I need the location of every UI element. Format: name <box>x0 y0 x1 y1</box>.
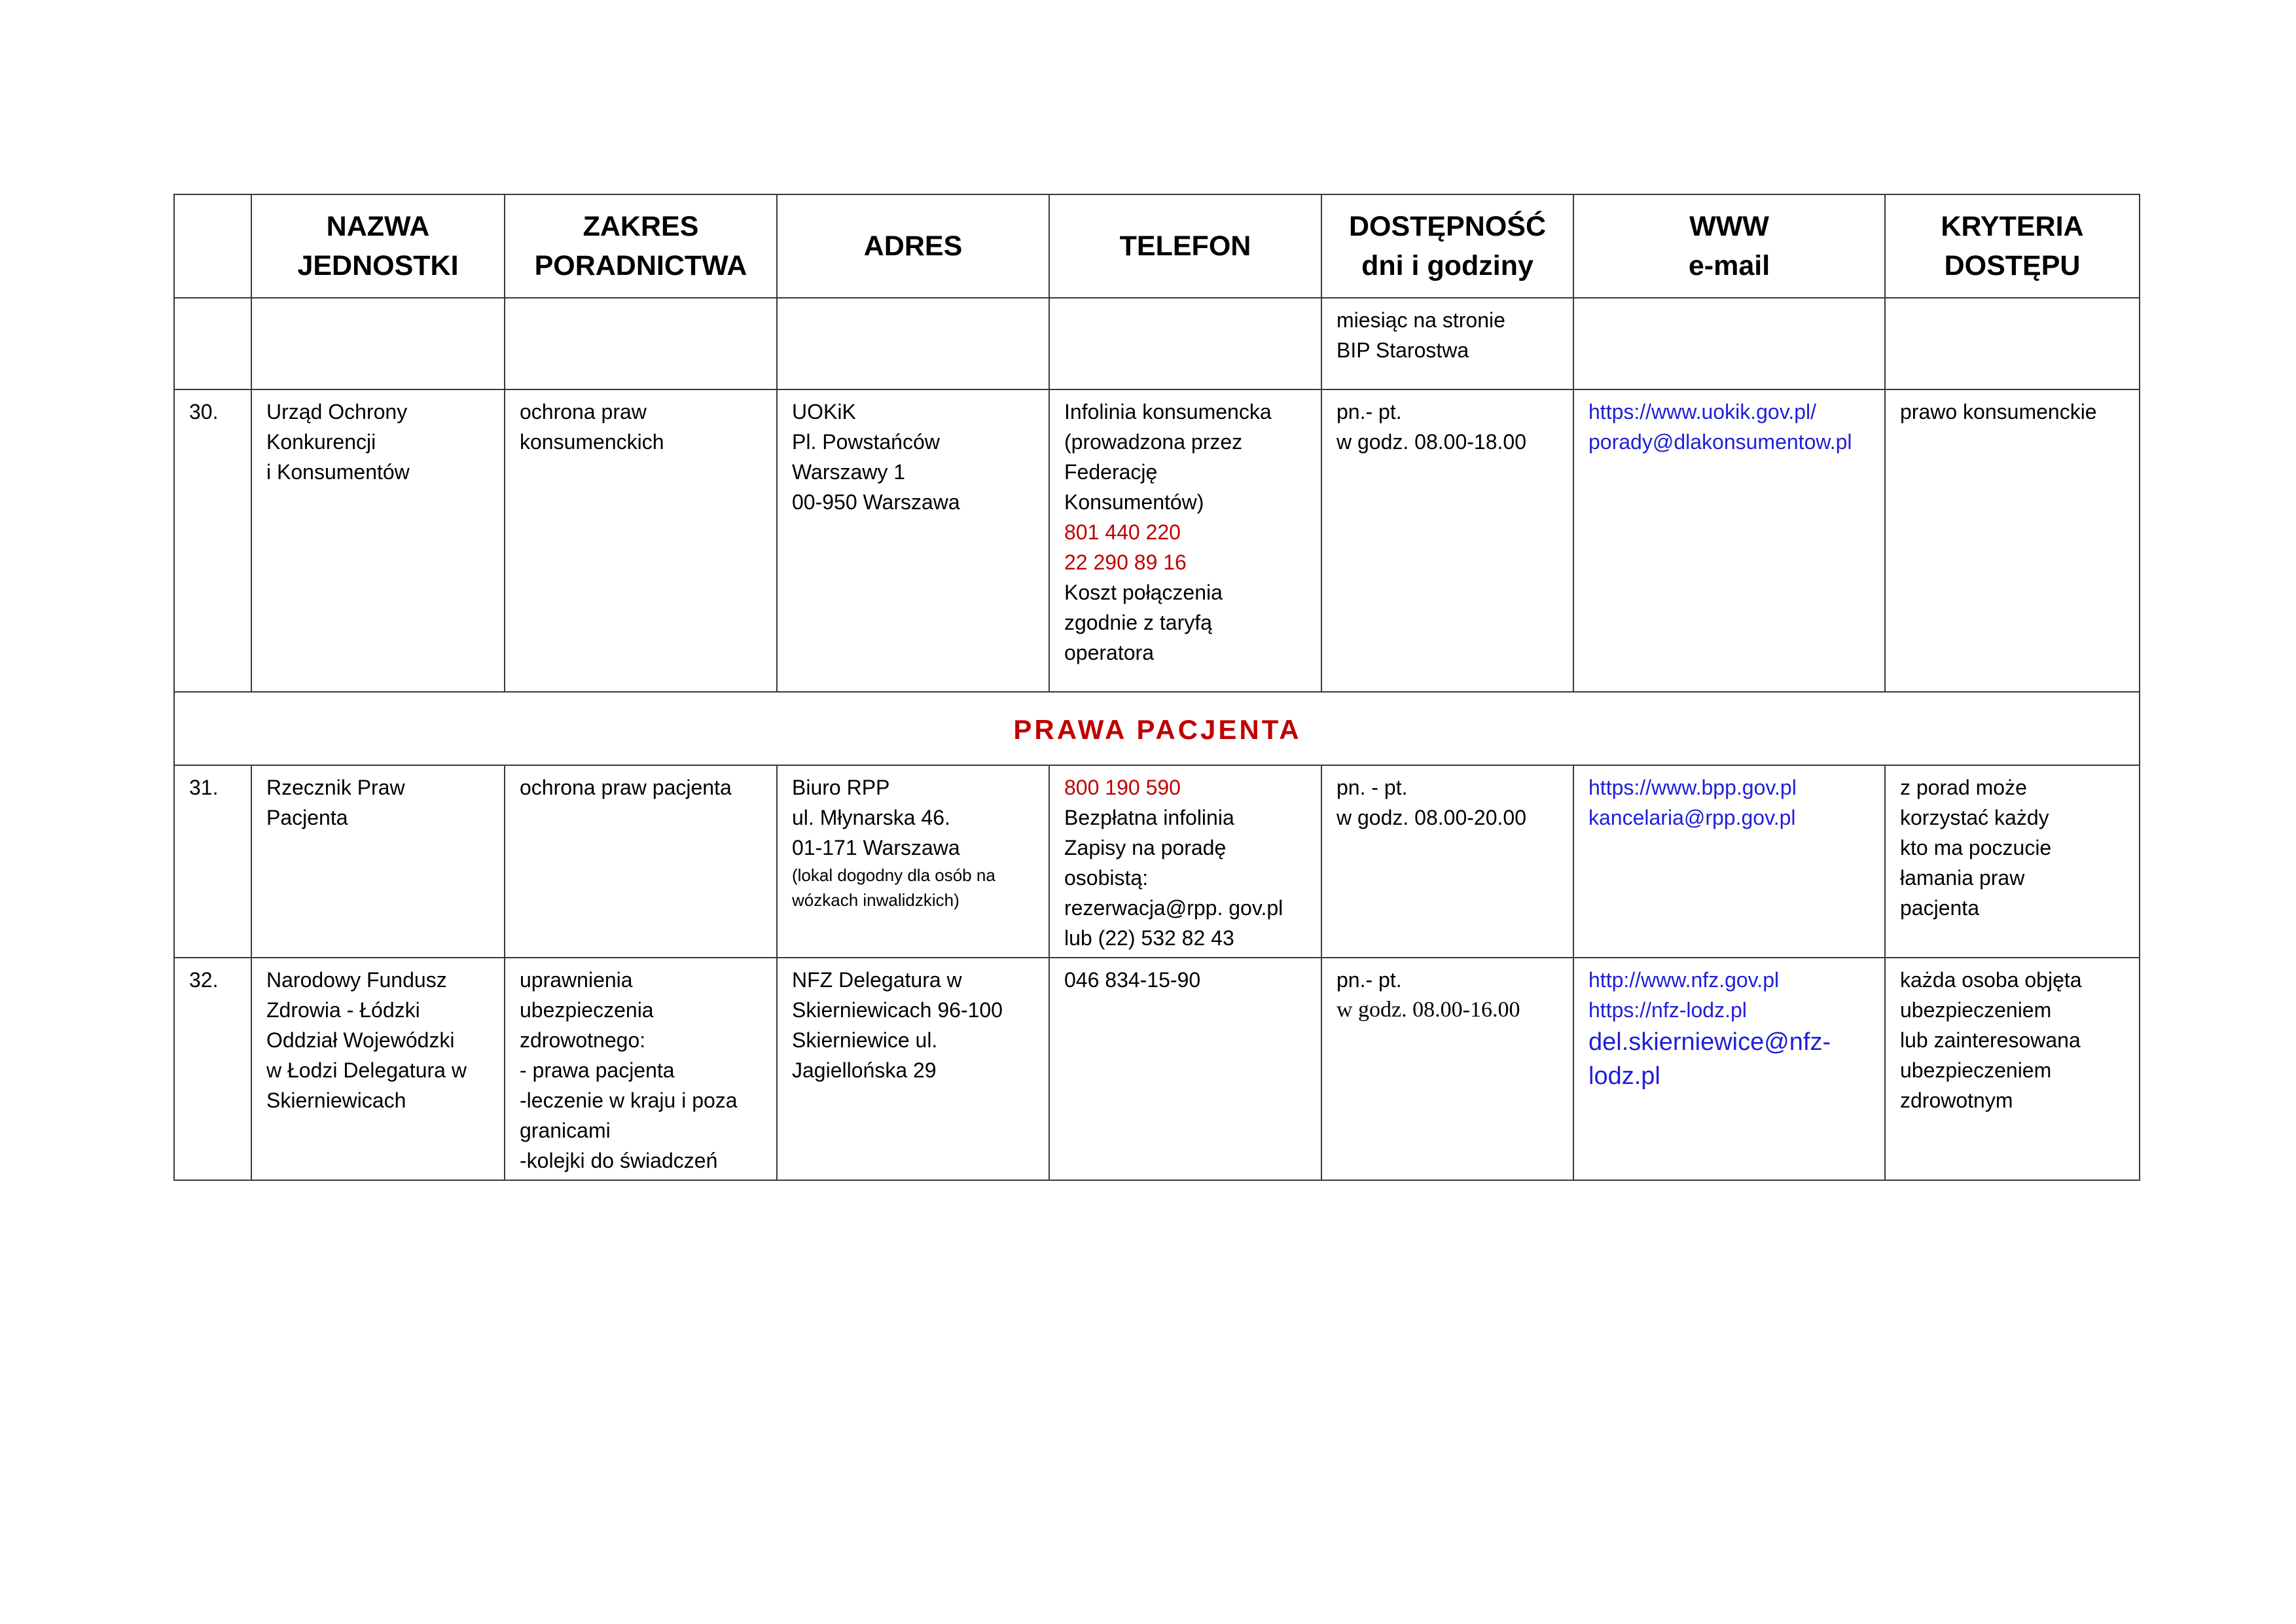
header-dostepnosc: DOSTĘPNOŚĆ dni i godziny <box>1321 194 1573 298</box>
section-row <box>174 692 2140 765</box>
cell-empty <box>777 298 1049 389</box>
cell-zakres: ochrona praw konsumenckich <box>505 389 777 692</box>
email-link[interactable]: lodz.pl <box>1588 1062 1660 1090</box>
cell-lp: 30. <box>174 389 251 692</box>
cell-lp: 32. <box>174 958 251 1180</box>
cell-dostepnosc: pn.- pt. w godz. 08.00-16.00 <box>1321 958 1573 1180</box>
cell-dostepnosc: miesiąc na stronie BIP Starostwa <box>1321 298 1573 389</box>
advice-units-table <box>173 194 2140 1181</box>
cell-zakres: uprawnienia ubezpieczenia zdrowotnego: - prawa pacjenta -leczenie w kraju i poza granicami -kolejki do świadczeń <box>505 958 777 1180</box>
header-adres: ADRES <box>777 194 1049 298</box>
cell-www <box>1573 958 1885 1180</box>
table-row-32 <box>174 958 2140 1180</box>
table-row-30 <box>174 389 2140 692</box>
table-header-row <box>174 194 2140 298</box>
cell-nazwa: Urząd Ochrony Konkurencji i Konsumentów <box>251 389 505 692</box>
phone-number: 046 834-15-90 <box>1064 968 1201 992</box>
cell-telefon: 800 190 590 Bezpłatna infolinia Zapisy na poradę osobistą: rezerwacja@rpp. gov.pl lub (22) 532 82 43 <box>1049 765 1321 958</box>
cell-dostepnosc: pn.- pt. w godz. 08.00-18.00 <box>1321 389 1573 692</box>
cell-empty <box>174 298 251 389</box>
cell-kryteria: z porad może korzystać każdy kto ma poczucie łamania praw pacjenta <box>1885 765 2140 958</box>
phone-number: 801 440 220 <box>1064 520 1181 544</box>
cell-www <box>1573 765 1885 958</box>
table-row-continuation <box>174 298 2140 389</box>
cell-www <box>1573 389 1885 692</box>
cell-adres: Biuro RPP ul. Młynarska 46. 01-171 Warszawa (lokal dogodny dla osób na wózkach inwalidzkich) <box>777 765 1049 958</box>
website-link[interactable]: https://www.bpp.gov.pl <box>1588 776 1797 799</box>
cell-nazwa: Rzecznik Praw Pacjenta <box>251 765 505 958</box>
cell-adres: UOKiK Pl. Powstańców Warszawy 1 00-950 Warszawa <box>777 389 1049 692</box>
cell-telefon: Infolinia konsumencka (prowadzona przez Federację Konsumentów) 801 440 220 22 290 89 16 Koszt połączenia zgodnie z taryfą operatora <box>1049 389 1321 692</box>
header-www: WWW e-mail <box>1573 194 1885 298</box>
cell-empty <box>251 298 505 389</box>
cell-telefon <box>1049 958 1321 1180</box>
table-row-31 <box>174 765 2140 958</box>
email-link[interactable]: porady@dlakonsumentow.pl <box>1588 430 1852 454</box>
cell-nazwa: Narodowy Fundusz Zdrowia - Łódzki Oddział Wojewódzki w Łodzi Delegatura w Skierniewicach <box>251 958 505 1180</box>
cell-dostepnosc: pn. - pt. w godz. 08.00-20.00 <box>1321 765 1573 958</box>
header-nazwa: NAZWA JEDNOSTKI <box>251 194 505 298</box>
header-telefon: TELEFON <box>1049 194 1321 298</box>
website-link[interactable]: https://www.uokik.gov.pl/ <box>1588 400 1816 424</box>
header-kryteria: KRYTERIA DOSTĘPU <box>1885 194 2140 298</box>
website-link[interactable]: http://www.nfz.gov.pl <box>1588 968 1780 992</box>
cell-lp: 31. <box>174 765 251 958</box>
email-link[interactable]: kancelaria@rpp.gov.pl <box>1588 806 1796 829</box>
cell-empty <box>1573 298 1885 389</box>
header-lp <box>174 194 251 298</box>
cell-kryteria: prawo konsumenckie <box>1885 389 2140 692</box>
email-link[interactable]: del.skierniewice@nfz- <box>1588 1028 1831 1056</box>
document-sheet <box>173 194 2139 1181</box>
cell-kryteria: każda osoba objęta ubezpieczeniem lub zainteresowana ubezpieczeniem zdrowotnym <box>1885 958 2140 1180</box>
cell-adres: NFZ Delegatura w Skierniewicach 96-100 Skierniewice ul. Jagiellońska 29 <box>777 958 1049 1180</box>
section-title: PRAWA PACJENTA <box>174 692 2140 765</box>
phone-number: 22 290 89 16 <box>1064 550 1187 574</box>
cell-empty <box>505 298 777 389</box>
phone-number: 800 190 590 <box>1064 776 1181 799</box>
cell-empty <box>1049 298 1321 389</box>
cell-empty <box>1885 298 2140 389</box>
website-link[interactable]: https://nfz-lodz.pl <box>1588 998 1747 1022</box>
header-zakres: ZAKRES PORADNICTWA <box>505 194 777 298</box>
cell-zakres: ochrona praw pacjenta <box>505 765 777 958</box>
